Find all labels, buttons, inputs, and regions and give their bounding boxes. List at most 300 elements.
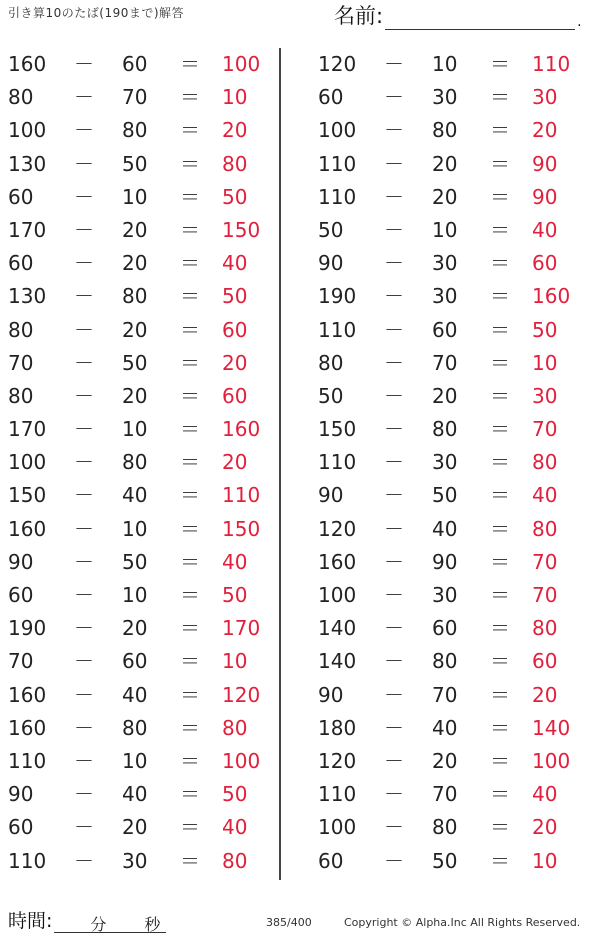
subtrahend: 40 [432, 715, 458, 740]
minuend: 90 [8, 549, 34, 574]
problem-row [310, 114, 600, 147]
answer: 100 [222, 748, 261, 773]
minuend: 50 [318, 217, 344, 242]
subtrahend: 10 [122, 748, 148, 773]
problem-row [310, 413, 600, 446]
equals-sign: ＝ [490, 616, 510, 641]
equals-sign: ＝ [180, 848, 200, 873]
answer: 20 [222, 118, 248, 143]
answer: 80 [532, 616, 558, 641]
equals-sign: ＝ [180, 118, 200, 143]
subtrahend: 10 [122, 516, 148, 541]
minus-sign: － [74, 516, 94, 541]
equals-sign: ＝ [180, 782, 200, 807]
answer: 90 [532, 151, 558, 176]
problem-row [310, 446, 600, 479]
minuend: 110 [318, 782, 357, 807]
answer: 160 [532, 284, 571, 309]
problem-row [310, 214, 600, 247]
subtrahend: 20 [122, 217, 148, 242]
minus-sign: － [74, 616, 94, 641]
answer: 160 [222, 417, 261, 442]
equals-sign: ＝ [490, 284, 510, 309]
subtrahend: 70 [432, 682, 458, 707]
time-label: 時間: [8, 910, 53, 932]
subtrahend: 20 [122, 317, 148, 342]
minuend: 60 [8, 815, 34, 840]
equals-sign: ＝ [490, 350, 510, 375]
minuend: 140 [318, 649, 357, 674]
minuend: 160 [8, 516, 47, 541]
minuend: 160 [8, 682, 47, 707]
minus-sign: － [384, 649, 404, 674]
equals-sign: ＝ [490, 682, 510, 707]
problem-row [0, 811, 290, 844]
minus-sign: － [384, 616, 404, 641]
answer: 40 [222, 549, 248, 574]
minuend: 50 [318, 383, 344, 408]
equals-sign: ＝ [490, 483, 510, 508]
answer: 110 [532, 52, 571, 76]
answer: 60 [532, 649, 558, 674]
equals-sign: ＝ [180, 483, 200, 508]
minus-sign: － [74, 549, 94, 574]
answer: 30 [532, 383, 558, 408]
minus-sign: － [74, 748, 94, 773]
equals-sign: ＝ [490, 649, 510, 674]
equals-sign: ＝ [490, 748, 510, 773]
answer: 20 [222, 350, 248, 375]
subtrahend: 10 [432, 217, 458, 242]
problem-row [310, 380, 600, 413]
time-blank-line[interactable] [54, 912, 166, 933]
minuend: 70 [8, 649, 34, 674]
problem-row [0, 513, 290, 546]
problem-row [0, 314, 290, 347]
answer: 40 [222, 251, 248, 276]
problem-row [310, 811, 600, 844]
equals-sign: ＝ [180, 549, 200, 574]
minuend: 150 [318, 417, 357, 442]
minuend: 90 [318, 682, 344, 707]
problem-row [310, 48, 600, 81]
problem-row [310, 247, 600, 280]
problem-row [0, 446, 290, 479]
equals-sign: ＝ [180, 649, 200, 674]
equals-sign: ＝ [180, 748, 200, 773]
problem-row [310, 778, 600, 811]
minus-sign: － [384, 383, 404, 408]
subtrahend: 80 [432, 815, 458, 840]
minuend: 60 [8, 251, 34, 276]
subtrahend: 40 [122, 483, 148, 508]
minus-sign: － [384, 815, 404, 840]
name-field [334, 4, 582, 30]
equals-sign: ＝ [180, 616, 200, 641]
problem-row [0, 114, 290, 147]
minus-sign: － [384, 52, 404, 76]
subtrahend: 80 [122, 715, 148, 740]
minuend: 60 [318, 848, 344, 873]
minus-sign: － [74, 682, 94, 707]
problem-row [0, 280, 290, 313]
problem-row [310, 845, 600, 878]
minuend: 110 [318, 317, 357, 342]
answer: 70 [532, 417, 558, 442]
equals-sign: ＝ [180, 516, 200, 541]
subtrahend: 20 [122, 251, 148, 276]
minus-sign: － [384, 848, 404, 873]
answer: 20 [532, 682, 558, 707]
time-field [8, 906, 166, 933]
problem-row [310, 347, 600, 380]
minuend: 120 [318, 748, 357, 773]
equals-sign: ＝ [490, 450, 510, 475]
minus-sign: － [384, 217, 404, 242]
minus-sign: － [74, 85, 94, 110]
minuend: 110 [8, 748, 47, 773]
answer: 40 [532, 483, 558, 508]
answer: 20 [532, 118, 558, 143]
minus-sign: － [384, 151, 404, 176]
minus-sign: － [74, 383, 94, 408]
problem-row [310, 645, 600, 678]
problem-row [0, 347, 290, 380]
minuend: 180 [318, 715, 357, 740]
problem-row [310, 148, 600, 181]
answer: 30 [532, 85, 558, 110]
subtrahend: 30 [432, 284, 458, 309]
minuend: 90 [8, 782, 34, 807]
minus-sign: － [384, 682, 404, 707]
equals-sign: ＝ [180, 251, 200, 276]
subtrahend: 80 [432, 118, 458, 143]
minuend: 110 [318, 184, 357, 209]
problem-row [310, 280, 600, 313]
problem-row [310, 679, 600, 712]
minus-sign: － [384, 118, 404, 143]
minus-sign: － [74, 450, 94, 475]
subtrahend: 90 [432, 549, 458, 574]
subtrahend: 60 [432, 317, 458, 342]
column-divider [279, 48, 281, 880]
problem-row [0, 645, 290, 678]
problem-row [0, 380, 290, 413]
answer: 50 [222, 782, 248, 807]
answer: 10 [532, 350, 558, 375]
problem-row [310, 513, 600, 546]
minuend: 110 [318, 450, 357, 475]
equals-sign: ＝ [490, 583, 510, 607]
problem-row [310, 81, 600, 114]
equals-sign: ＝ [180, 583, 200, 607]
minus-sign: － [74, 284, 94, 309]
subtrahend: 50 [432, 483, 458, 508]
minus-sign: － [74, 848, 94, 873]
problem-row [0, 612, 290, 645]
answer: 170 [222, 616, 261, 641]
problem-row [0, 778, 290, 811]
subtrahend: 20 [432, 184, 458, 209]
minus-sign: － [74, 217, 94, 242]
minuend: 60 [8, 184, 34, 209]
answer: 20 [222, 450, 248, 475]
worksheet-title: 引き算10のたば(190まで)解答 [8, 6, 185, 20]
minuend: 80 [8, 383, 34, 408]
problem-row [310, 712, 600, 745]
minus-sign: － [384, 184, 404, 209]
subtrahend: 20 [432, 151, 458, 176]
subtrahend: 70 [432, 350, 458, 375]
subtrahend: 80 [122, 284, 148, 309]
minus-sign: － [74, 815, 94, 840]
answer: 60 [532, 251, 558, 276]
problem-row [0, 745, 290, 778]
equals-sign: ＝ [490, 417, 510, 442]
problem-row [310, 579, 600, 612]
minus-sign: － [384, 483, 404, 508]
equals-sign: ＝ [180, 217, 200, 242]
minuend: 160 [8, 715, 47, 740]
equals-sign: ＝ [490, 848, 510, 873]
equals-sign: ＝ [490, 184, 510, 209]
seconds-label: 秒 [144, 915, 161, 934]
subtrahend: 50 [122, 151, 148, 176]
equals-sign: ＝ [490, 251, 510, 276]
subtrahend: 30 [122, 848, 148, 873]
equals-sign: ＝ [180, 85, 200, 110]
subtrahend: 60 [122, 649, 148, 674]
subtrahend: 80 [122, 118, 148, 143]
problem-row [310, 181, 600, 214]
subtrahend: 40 [432, 516, 458, 541]
problem-row [0, 845, 290, 878]
subtrahend: 60 [122, 52, 148, 76]
answer: 80 [222, 151, 248, 176]
minus-sign: － [74, 583, 94, 607]
equals-sign: ＝ [490, 516, 510, 541]
minuend: 100 [318, 583, 357, 607]
minuend: 60 [318, 85, 344, 110]
name-dot: . [577, 14, 582, 30]
answer: 80 [222, 715, 248, 740]
equals-sign: ＝ [490, 151, 510, 176]
subtrahend: 20 [432, 748, 458, 773]
subtrahend: 80 [432, 417, 458, 442]
minuend: 140 [318, 616, 357, 641]
minus-sign: － [384, 583, 404, 607]
equals-sign: ＝ [490, 317, 510, 342]
minuend: 120 [318, 516, 357, 541]
problem-row [310, 314, 600, 347]
answer: 50 [222, 184, 248, 209]
subtrahend: 10 [122, 184, 148, 209]
answer: 110 [222, 483, 261, 508]
minuend: 80 [8, 317, 34, 342]
minuend: 120 [318, 52, 357, 76]
page-number: 385/400 [266, 916, 312, 929]
minuend: 80 [318, 350, 344, 375]
answer: 10 [222, 649, 248, 674]
minus-sign: － [74, 118, 94, 143]
problem-row [0, 148, 290, 181]
minus-sign: － [74, 417, 94, 442]
problem-row [0, 247, 290, 280]
minus-sign: － [74, 483, 94, 508]
answer: 90 [532, 184, 558, 209]
minuend: 100 [318, 815, 357, 840]
answer: 40 [532, 782, 558, 807]
subtrahend: 40 [122, 782, 148, 807]
minuend: 90 [318, 251, 344, 276]
subtrahend: 20 [122, 616, 148, 641]
answer: 100 [222, 52, 261, 76]
equals-sign: ＝ [180, 682, 200, 707]
answer: 70 [532, 583, 558, 607]
answer: 50 [222, 284, 248, 309]
problem-row [310, 745, 600, 778]
equals-sign: ＝ [180, 151, 200, 176]
minus-sign: － [74, 782, 94, 807]
minutes-label: 分 [90, 915, 107, 934]
minuend: 190 [318, 284, 357, 309]
equals-sign: ＝ [490, 85, 510, 110]
problem-row [310, 546, 600, 579]
answer: 70 [532, 549, 558, 574]
minuend: 130 [8, 151, 47, 176]
minuend: 130 [8, 284, 47, 309]
subtrahend: 20 [432, 383, 458, 408]
subtrahend: 50 [122, 350, 148, 375]
minuend: 80 [8, 85, 34, 110]
subtrahend: 20 [122, 815, 148, 840]
problem-row [0, 214, 290, 247]
problem-row [0, 546, 290, 579]
minuend: 100 [8, 118, 47, 143]
answer: 50 [532, 317, 558, 342]
minus-sign: － [384, 748, 404, 773]
equals-sign: ＝ [180, 52, 200, 76]
problem-row [0, 712, 290, 745]
subtrahend: 30 [432, 583, 458, 607]
minuend: 100 [318, 118, 357, 143]
minuend: 70 [8, 350, 34, 375]
minus-sign: － [74, 317, 94, 342]
equals-sign: ＝ [490, 52, 510, 76]
answer: 10 [222, 85, 248, 110]
minus-sign: － [384, 85, 404, 110]
minus-sign: － [384, 516, 404, 541]
subtrahend: 20 [122, 383, 148, 408]
answer: 80 [532, 450, 558, 475]
copyright-notice: Copyright © Alpha.Inc All Rights Reserved. [344, 916, 581, 929]
problem-row [0, 679, 290, 712]
answer: 60 [222, 317, 248, 342]
answer: 150 [222, 217, 261, 242]
problem-row [0, 413, 290, 446]
minus-sign: － [384, 317, 404, 342]
minus-sign: － [74, 151, 94, 176]
minuend: 190 [8, 616, 47, 641]
equals-sign: ＝ [490, 815, 510, 840]
minuend: 100 [8, 450, 47, 475]
minuend: 110 [318, 151, 357, 176]
subtrahend: 40 [122, 682, 148, 707]
minuend: 110 [8, 848, 47, 873]
equals-sign: ＝ [180, 317, 200, 342]
problem-row [0, 181, 290, 214]
minuend: 170 [8, 417, 47, 442]
minus-sign: － [384, 417, 404, 442]
left-problem-column [0, 48, 290, 878]
subtrahend: 30 [432, 450, 458, 475]
equals-sign: ＝ [180, 350, 200, 375]
right-problem-column [310, 48, 600, 878]
answer: 100 [532, 748, 571, 773]
minuend: 160 [8, 52, 47, 76]
answer: 50 [222, 583, 248, 607]
subtrahend: 10 [122, 417, 148, 442]
problem-row [0, 579, 290, 612]
answer: 20 [532, 815, 558, 840]
equals-sign: ＝ [180, 417, 200, 442]
answer: 120 [222, 682, 261, 707]
answer: 140 [532, 715, 571, 740]
subtrahend: 80 [432, 649, 458, 674]
answer: 10 [532, 848, 558, 873]
minuend: 170 [8, 217, 47, 242]
equals-sign: ＝ [490, 715, 510, 740]
minus-sign: － [384, 284, 404, 309]
equals-sign: ＝ [490, 383, 510, 408]
minuend: 90 [318, 483, 344, 508]
equals-sign: ＝ [490, 217, 510, 242]
minus-sign: － [74, 649, 94, 674]
subtrahend: 10 [122, 583, 148, 607]
subtrahend: 70 [122, 85, 148, 110]
equals-sign: ＝ [490, 549, 510, 574]
answer: 80 [532, 516, 558, 541]
minus-sign: － [384, 549, 404, 574]
minus-sign: － [74, 350, 94, 375]
minus-sign: － [384, 782, 404, 807]
subtrahend: 70 [432, 782, 458, 807]
equals-sign: ＝ [180, 284, 200, 309]
name-label: 名前: [334, 4, 384, 28]
subtrahend: 50 [432, 848, 458, 873]
equals-sign: ＝ [180, 184, 200, 209]
equals-sign: ＝ [490, 118, 510, 143]
minus-sign: － [74, 52, 94, 76]
answer: 80 [222, 848, 248, 873]
subtrahend: 10 [432, 52, 458, 76]
answer: 60 [222, 383, 248, 408]
minus-sign: － [74, 715, 94, 740]
problem-row [0, 81, 290, 114]
answer: 150 [222, 516, 261, 541]
name-blank-line[interactable] [385, 7, 575, 30]
minus-sign: － [384, 715, 404, 740]
subtrahend: 60 [432, 616, 458, 641]
answer: 40 [532, 217, 558, 242]
equals-sign: ＝ [180, 815, 200, 840]
answer: 40 [222, 815, 248, 840]
minus-sign: － [74, 251, 94, 276]
subtrahend: 50 [122, 549, 148, 574]
equals-sign: ＝ [490, 782, 510, 807]
subtrahend: 30 [432, 85, 458, 110]
equals-sign: ＝ [180, 450, 200, 475]
